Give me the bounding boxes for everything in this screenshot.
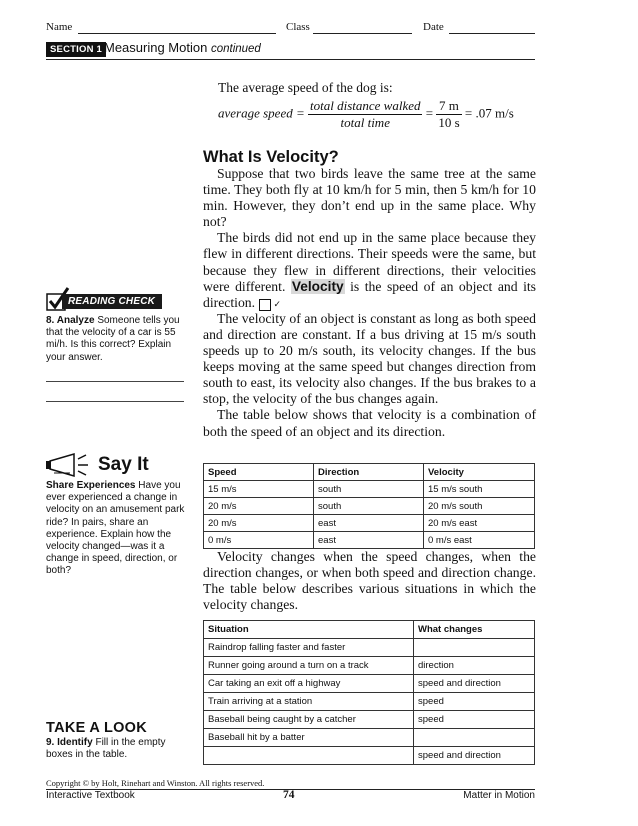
formula-intro: The average speed of the dog is: — [218, 80, 393, 95]
paragraph-definition: The birds did not end up in the same place because they flew in different directions. Their speeds were the same, but because they flew in different directions, their velocities were different. Velocity is the speed of an object and its direction. ✓ — [203, 230, 537, 310]
class-field[interactable] — [313, 33, 412, 34]
column-header: Direction — [314, 464, 424, 481]
fill-in-cell[interactable] — [414, 639, 535, 657]
question-8-text: Someone tells you that the velocity of a car is 55 mi/h. Is this correct? Explain your answer. — [46, 315, 180, 363]
fill-in-cell[interactable] — [204, 747, 414, 765]
velocity-text-block-2 — [203, 549, 536, 613]
column-header: Speed — [204, 464, 314, 481]
velocity-text-block — [203, 166, 536, 440]
table-cell: 20 m/s — [204, 498, 314, 515]
table-cell: 15 m/s — [204, 481, 314, 498]
table-row — [204, 481, 535, 498]
paragraph-birds: Suppose that two birds leave the same tree at the same time. They both fly at 10 km/h for 5 min, then 5 km/h for 10 min. However, they don’t end up in the same place. Why not? — [203, 166, 536, 230]
date-label: Date — [423, 21, 444, 33]
paragraph-velocity-changes: Velocity changes when the speed changes, when the direction changes, or when both speed and direction change. The table below describes various situations in which the velocity changes. — [203, 549, 536, 613]
question-9 — [46, 737, 186, 761]
question-9-text: Fill in the empty boxes in the table. — [46, 737, 166, 761]
class-label: Class — [286, 21, 310, 33]
table-cell: 20 m/s east — [424, 515, 535, 532]
table-cell: speed — [414, 711, 535, 729]
section-tag: SECTION 1 — [46, 42, 106, 57]
table-row — [204, 498, 535, 515]
speed-formula: average speed = $\frac{\text{total distance walked}}{\text{total time}}$ = $\frac{7 m}{10 s}$ = .07 m/s — [218, 98, 514, 130]
table-row — [204, 675, 535, 693]
table-cell: south — [314, 481, 424, 498]
velocity-table — [203, 463, 535, 549]
table-cell: Baseball hit by a batter — [204, 729, 414, 747]
table-header-row — [204, 464, 535, 481]
table-cell: Train arriving at a station — [204, 693, 414, 711]
section-rule — [46, 59, 535, 60]
table-cell: speed and direction — [414, 747, 535, 765]
column-header: Situation — [204, 621, 414, 639]
table-header-row — [204, 621, 535, 639]
share-label: Share Experiences — [46, 480, 136, 491]
table-cell: 0 m/s — [204, 532, 314, 549]
date-field[interactable] — [449, 33, 535, 34]
checkmark-icon: ✓ — [259, 299, 271, 311]
fill-in-cell[interactable] — [414, 729, 535, 747]
table-row — [204, 693, 535, 711]
megaphone-icon — [44, 451, 98, 479]
table-cell: speed — [414, 693, 535, 711]
answer-line[interactable] — [46, 401, 184, 402]
answer-line[interactable] — [46, 381, 184, 382]
table-cell: Runner going around a turn on a track — [204, 657, 414, 675]
table-cell: 20 m/s — [204, 515, 314, 532]
reading-check-banner: READING CHECK — [62, 294, 162, 309]
paragraph-bus: The velocity of an object is constant as long as both speed and direction are constant. If a bus driving at 15 m/s south speeds up to 20 m/s south, its velocity changes. If the bus keeps moving at the same speed but changes direction from south to east, its velocity also changes. If the bus brakes to a stop, the velocity of the bus changes again. — [203, 310, 536, 407]
situations-table — [203, 620, 535, 765]
table-row — [204, 657, 535, 675]
paragraph-table-intro: The table below shows that velocity is a combination of both the speed of an object and its direction. — [203, 407, 536, 439]
table-row — [204, 639, 535, 657]
footer-chapter-title: Matter in Motion — [463, 790, 535, 801]
section-heading: What Is Velocity? — [203, 148, 339, 166]
table-cell: south — [314, 498, 424, 515]
table-cell: 15 m/s south — [424, 481, 535, 498]
table-cell: 0 m/s east — [424, 532, 535, 549]
table-cell: Car taking an exit off a highway — [204, 675, 414, 693]
table-row — [204, 711, 535, 729]
question-9-label: 9. Identify — [46, 737, 93, 748]
table-row — [204, 515, 535, 532]
share-experiences — [46, 480, 186, 578]
table-cell: east — [314, 515, 424, 532]
question-8-label: 8. Analyze — [46, 315, 95, 326]
table-cell: speed and direction — [414, 675, 535, 693]
velocity-term: Velocity — [291, 278, 344, 294]
question-8 — [46, 315, 186, 364]
table-cell: east — [314, 532, 424, 549]
table-row — [204, 729, 535, 747]
name-field[interactable] — [78, 33, 276, 34]
column-header: What changes — [414, 621, 535, 639]
copyright-notice: Copyright © by Holt, Rinehart and Winston. All rights reserved. — [46, 778, 265, 788]
name-label: Name — [46, 21, 73, 33]
page-number: 74 — [283, 789, 295, 801]
table-cell: Raindrop falling faster and faster — [204, 639, 414, 657]
say-it-title: Say It — [98, 454, 149, 475]
section-title: Measuring Motion continued — [104, 40, 261, 55]
footer-book-title: Interactive Textbook — [46, 790, 135, 801]
share-text: Have you ever experienced a change in velocity on an amusement park ride? In pairs, share an experience. Explain how the velocity changed—was it a change in speed, direction, or both? — [46, 480, 185, 577]
take-a-look-title: TAKE A LOOK — [46, 720, 148, 736]
column-header: Velocity — [424, 464, 535, 481]
table-cell: 20 m/s south — [424, 498, 535, 515]
table-cell: Baseball being caught by a catcher — [204, 711, 414, 729]
table-row — [204, 747, 535, 765]
table-row — [204, 532, 535, 549]
table-cell: direction — [414, 657, 535, 675]
